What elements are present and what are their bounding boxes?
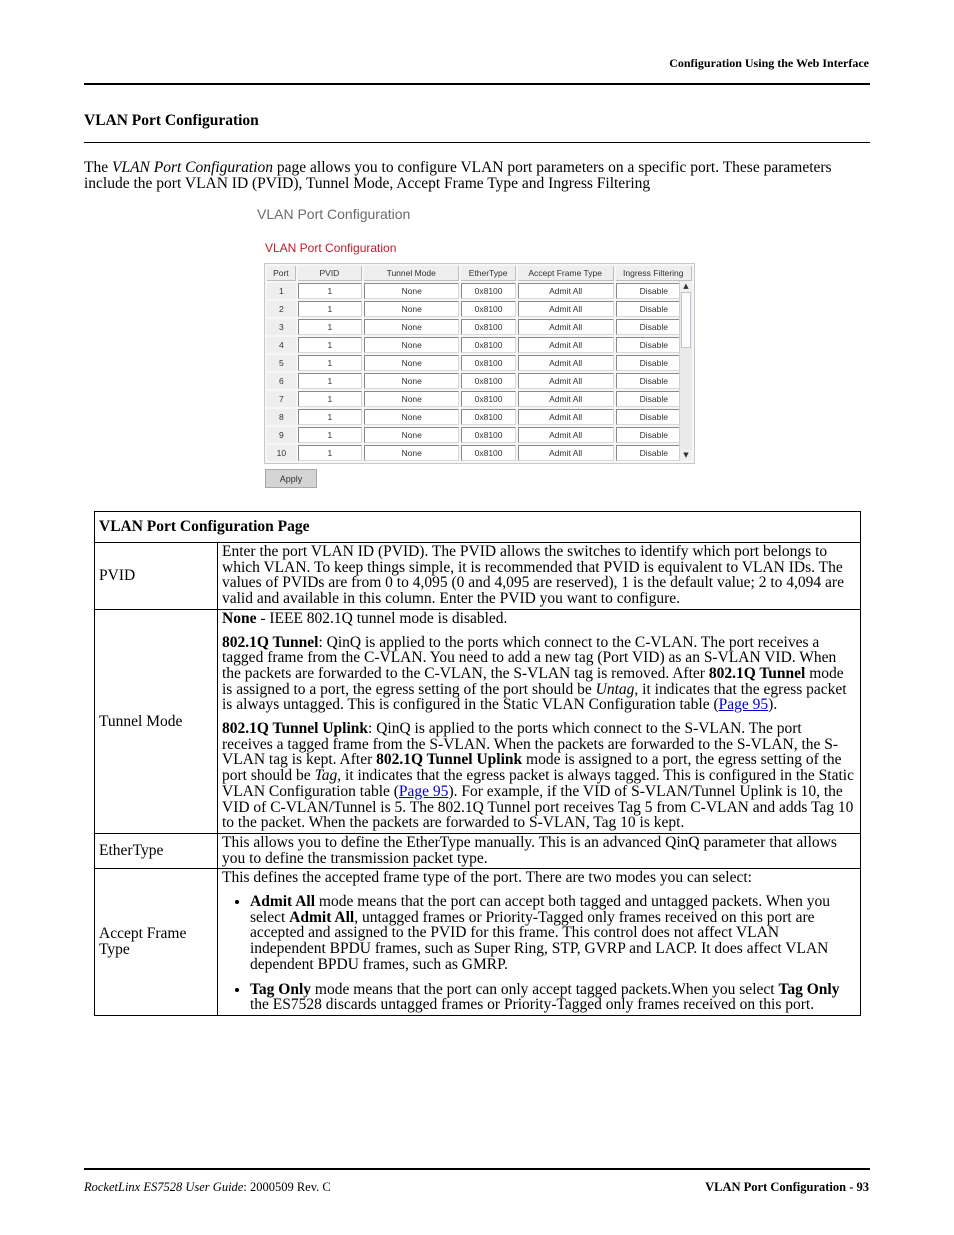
text-span: mode is assigned to a port, the egress setting of the port should be bbox=[222, 664, 844, 698]
cell-pvid[interactable]: 1 bbox=[298, 409, 362, 425]
footer-guide-title: RocketLinx ES7528 User Guide bbox=[84, 1180, 244, 1194]
desc-row-accept-frame-type bbox=[95, 869, 861, 1016]
cell-ethertype[interactable]: 0x8100 bbox=[461, 355, 515, 371]
footer-rule bbox=[84, 1168, 870, 1170]
cell-ethertype[interactable]: 0x8100 bbox=[461, 319, 515, 335]
cell-accept-frame-type[interactable]: Admit All bbox=[518, 373, 614, 389]
cell-accept-frame-type[interactable]: Admit All bbox=[518, 355, 614, 371]
page-95-link[interactable]: Page 95 bbox=[398, 782, 449, 800]
table-row bbox=[267, 319, 692, 335]
screenshot-subtitle: VLAN Port Configuration bbox=[265, 241, 397, 255]
list-item-tag-only bbox=[250, 982, 856, 1013]
cell-ingress-filtering[interactable]: Disable bbox=[616, 355, 692, 371]
apply-button[interactable]: Apply bbox=[265, 469, 317, 488]
accept-mode-list bbox=[222, 894, 856, 1013]
bold-term: Admit All bbox=[250, 893, 316, 911]
cell-accept-frame-type[interactable]: Admit All bbox=[518, 283, 614, 299]
desc-row-tunnel-mode bbox=[95, 609, 861, 833]
table-row bbox=[267, 427, 692, 443]
table-row bbox=[267, 301, 692, 317]
cell-accept-frame-type[interactable]: Admit All bbox=[518, 337, 614, 353]
tunnel-uplink-label: 802.1Q Tunnel Uplink bbox=[222, 720, 369, 738]
grid-scrollbar[interactable] bbox=[679, 281, 692, 461]
text-span: ). For example, if the VID of S-VLAN/Tunnel Uplink is 10, the VID of C-VLAN/Tunnel is 5. The 802.1Q Tunnel port receives Tag 5 from C-VLAN and adds Tag 10 to the packet. When the packets are forwarded to S-VLAN, Tag 10 is kept. bbox=[222, 782, 854, 832]
cell-ingress-filtering[interactable]: Disable bbox=[616, 283, 692, 299]
cell-tunnel-mode[interactable]: None bbox=[364, 391, 459, 407]
cell-pvid[interactable]: 1 bbox=[298, 373, 362, 389]
col-header-accept-frame-type: Accept Frame Type bbox=[518, 266, 614, 281]
bold-term: 802.1Q Tunnel bbox=[708, 664, 806, 682]
cell-port: 3 bbox=[267, 319, 296, 335]
accept-intro: This defines the accepted frame type of the port. There are two modes you can select: bbox=[222, 869, 752, 887]
cell-ingress-filtering[interactable]: Disable bbox=[616, 373, 692, 389]
col-header-port: Port bbox=[267, 266, 296, 281]
desc-table-title: VLAN Port Configuration Page bbox=[95, 512, 861, 543]
cell-tunnel-mode[interactable]: None bbox=[364, 283, 459, 299]
term-ethertype: EtherType bbox=[95, 833, 218, 868]
def-accept-frame-type bbox=[218, 869, 861, 1016]
cell-port: 6 bbox=[267, 373, 296, 389]
cell-port: 10 bbox=[267, 445, 296, 461]
text-span: : QinQ is applied to the ports which connect to the C-VLAN. The port receives a tagged frame from the C-VLAN. You need to add a new tag (Port VID) as an S-VLAN VID. When the packets are forwarded to the C-VLAN, the S-VLAN tag is removed. After bbox=[222, 633, 837, 682]
cell-pvid[interactable]: 1 bbox=[298, 337, 362, 353]
cell-ingress-filtering[interactable]: Disable bbox=[616, 427, 692, 443]
cell-accept-frame-type[interactable]: Admit All bbox=[518, 391, 614, 407]
cell-ethertype[interactable]: 0x8100 bbox=[461, 409, 515, 425]
tunnel-8021q-label: 802.1Q Tunnel bbox=[222, 633, 319, 651]
table-row bbox=[267, 373, 692, 389]
cell-accept-frame-type[interactable]: Admit All bbox=[518, 301, 614, 317]
cell-ingress-filtering[interactable]: Disable bbox=[616, 445, 692, 461]
cell-pvid[interactable]: 1 bbox=[298, 355, 362, 371]
intro-paragraph bbox=[84, 160, 874, 192]
tunnel-8021q bbox=[222, 635, 856, 714]
screenshot-title: VLAN Port Configuration bbox=[257, 206, 411, 222]
cell-pvid[interactable]: 1 bbox=[298, 427, 362, 443]
bold-term: 802.1Q Tunnel Uplink bbox=[376, 751, 523, 769]
intro-emphasis: VLAN Port Configuration bbox=[111, 159, 274, 176]
term-tunnel-mode: Tunnel Mode bbox=[95, 609, 218, 833]
col-header-ingress-filtering: Ingress Filtering bbox=[616, 266, 692, 281]
cell-ethertype[interactable]: 0x8100 bbox=[461, 445, 515, 461]
table-row bbox=[267, 409, 692, 425]
section-rule bbox=[84, 142, 870, 143]
scroll-up-arrow-icon[interactable]: ▲ bbox=[680, 281, 692, 292]
cell-ethertype[interactable]: 0x8100 bbox=[461, 427, 515, 443]
grid-body bbox=[267, 283, 692, 461]
term-accept-frame-type: Accept Frame Type bbox=[95, 869, 218, 1016]
footer-page-label: VLAN Port Configuration - 93 bbox=[705, 1180, 869, 1194]
bold-term: Tag Only bbox=[778, 980, 840, 998]
cell-tunnel-mode[interactable]: None bbox=[364, 445, 459, 461]
cell-port: 1 bbox=[267, 283, 296, 299]
def-ethertype bbox=[218, 833, 861, 868]
cell-pvid[interactable]: 1 bbox=[298, 445, 362, 461]
def-pvid bbox=[218, 543, 861, 610]
cell-tunnel-mode[interactable]: None bbox=[364, 337, 459, 353]
cell-ethertype[interactable]: 0x8100 bbox=[461, 301, 515, 317]
text-span: : QinQ is applied to the ports which connect to the S-VLAN. The port receives a tagged frame from the S-VLAN. When the packets are forwarded to the S-VLAN, the S-VLAN tag is kept. After bbox=[222, 720, 839, 769]
col-header-ethertype: EtherType bbox=[461, 266, 515, 281]
cell-port: 2 bbox=[267, 301, 296, 317]
table-row bbox=[267, 355, 692, 371]
cell-ingress-filtering[interactable]: Disable bbox=[616, 409, 692, 425]
table-row bbox=[267, 445, 692, 461]
intro-text-rest: page allows you to configure VLAN port parameters on a specific port. These parameters include the port VLAN ID (PVID), Tunnel Mode, Accept Frame Type and Ingress Filtering bbox=[84, 159, 832, 192]
header-rule bbox=[84, 83, 870, 85]
text-span: mode means that the port can only accept tagged packets.When you select bbox=[311, 980, 779, 998]
vlan-port-table bbox=[265, 264, 694, 463]
cell-pvid[interactable]: 1 bbox=[298, 301, 362, 317]
def-tunnel-mode bbox=[218, 609, 861, 833]
cell-ethertype[interactable]: 0x8100 bbox=[461, 391, 515, 407]
cell-tunnel-mode[interactable]: None bbox=[364, 355, 459, 371]
tunnel-none bbox=[222, 611, 856, 627]
vlan-port-grid bbox=[264, 263, 695, 464]
cell-tunnel-mode[interactable]: None bbox=[364, 373, 459, 389]
cell-pvid[interactable]: 1 bbox=[298, 319, 362, 335]
bold-term: Admit All bbox=[289, 908, 355, 926]
cell-port: 9 bbox=[267, 427, 296, 443]
tunnel-8021q-uplink bbox=[222, 721, 856, 831]
col-header-tunnel-mode: Tunnel Mode bbox=[364, 266, 459, 281]
list-item-admit-all bbox=[250, 894, 856, 973]
text-span: , untagged frames or Priority-Tagged only frames received on this port are accepted and assigned to the PVID for this frame. This control does not affect VLAN independent BPDU frames, such as Super Ring, STP, GVRP and LACP. It does affect VLAN dependent BPDU frames, such as GMRP. bbox=[250, 908, 829, 973]
cell-ingress-filtering[interactable]: Disable bbox=[616, 391, 692, 407]
cell-accept-frame-type[interactable]: Admit All bbox=[518, 409, 614, 425]
cell-ethertype[interactable]: 0x8100 bbox=[461, 337, 515, 353]
tunnel-none-text: - IEEE 802.1Q tunnel mode is disabled. bbox=[256, 609, 508, 627]
bold-term: Tag Only bbox=[250, 980, 312, 998]
cell-ingress-filtering[interactable]: Disable bbox=[616, 319, 692, 335]
ethertype-text: This allows you to define the EtherType manually. This is an advanced QinQ parameter that allows you to define the transmission packet type. bbox=[222, 833, 837, 867]
cell-port: 5 bbox=[267, 355, 296, 371]
scroll-thumb[interactable] bbox=[681, 292, 691, 348]
cell-tunnel-mode[interactable]: None bbox=[364, 427, 459, 443]
text-span: , it indicates that the egress packet is always tagged. This is configured in the Static VLAN Configuration table ( bbox=[222, 767, 854, 800]
table-row bbox=[267, 337, 692, 353]
config-description-table bbox=[94, 511, 861, 1016]
text-span: ). bbox=[768, 696, 778, 714]
tunnel-none-label: None bbox=[222, 609, 257, 627]
cell-ingress-filtering[interactable]: Disable bbox=[616, 301, 692, 317]
section-title: VLAN Port Configuration bbox=[84, 112, 259, 129]
cell-accept-frame-type[interactable]: Admit All bbox=[518, 319, 614, 335]
desc-header-row bbox=[95, 512, 861, 543]
italic-term: Untag bbox=[595, 680, 635, 698]
intro-text: The bbox=[84, 159, 112, 176]
italic-term: Tag bbox=[314, 767, 338, 785]
footer-revision: : 2000509 Rev. C bbox=[243, 1180, 331, 1194]
text-span: mode is assigned to a port, the egress setting of the port should be bbox=[222, 751, 842, 785]
cell-pvid[interactable]: 1 bbox=[298, 283, 362, 299]
cell-port: 4 bbox=[267, 337, 296, 353]
cell-tunnel-mode[interactable]: None bbox=[364, 319, 459, 335]
running-header: Configuration Using the Web Interface bbox=[669, 56, 869, 70]
text-span: the ES7528 discards untagged frames or Priority-Tagged only frames received on this port. bbox=[250, 996, 815, 1014]
cell-ingress-filtering[interactable]: Disable bbox=[616, 337, 692, 353]
table-row bbox=[267, 283, 692, 299]
grid-header-row bbox=[267, 266, 692, 281]
footer-doc-info bbox=[84, 1180, 331, 1195]
cell-ethertype[interactable]: 0x8100 bbox=[461, 373, 515, 389]
cell-accept-frame-type[interactable]: Admit All bbox=[518, 427, 614, 443]
cell-pvid[interactable]: 1 bbox=[298, 391, 362, 407]
table-row bbox=[267, 391, 692, 407]
desc-row-ethertype bbox=[95, 833, 861, 868]
cell-tunnel-mode[interactable]: None bbox=[364, 409, 459, 425]
page-95-link[interactable]: Page 95 bbox=[718, 696, 769, 714]
text-span: mode means that the port can accept both tagged and untagged packets. When you select bbox=[250, 893, 830, 926]
col-header-pvid: PVID bbox=[298, 266, 362, 281]
cell-port: 7 bbox=[267, 391, 296, 407]
cell-accept-frame-type[interactable]: Admit All bbox=[518, 445, 614, 461]
desc-row-pvid bbox=[95, 543, 861, 610]
cell-port: 8 bbox=[267, 409, 296, 425]
cell-ethertype[interactable]: 0x8100 bbox=[461, 283, 515, 299]
pvid-text: Enter the port VLAN ID (PVID). The PVID allows the switches to identify which port belongs to which VLAN. To keep things simple, it is recommended that PVID is equivalent to VLAN IDs. The values of PVIDs are from 0 to 4,095 (0 and 4,095 are reserved), 1 is the default value; 2 to 4,094 are valid and available in this column. Enter the PVID you want to configure. bbox=[222, 543, 844, 608]
term-pvid: PVID bbox=[95, 543, 218, 610]
text-span: , it indicates that the egress packet is always untagged. This is configured in the Static VLAN Configuration table ( bbox=[222, 680, 847, 714]
cell-tunnel-mode[interactable]: None bbox=[364, 301, 459, 317]
scroll-down-arrow-icon[interactable]: ▼ bbox=[680, 450, 692, 461]
